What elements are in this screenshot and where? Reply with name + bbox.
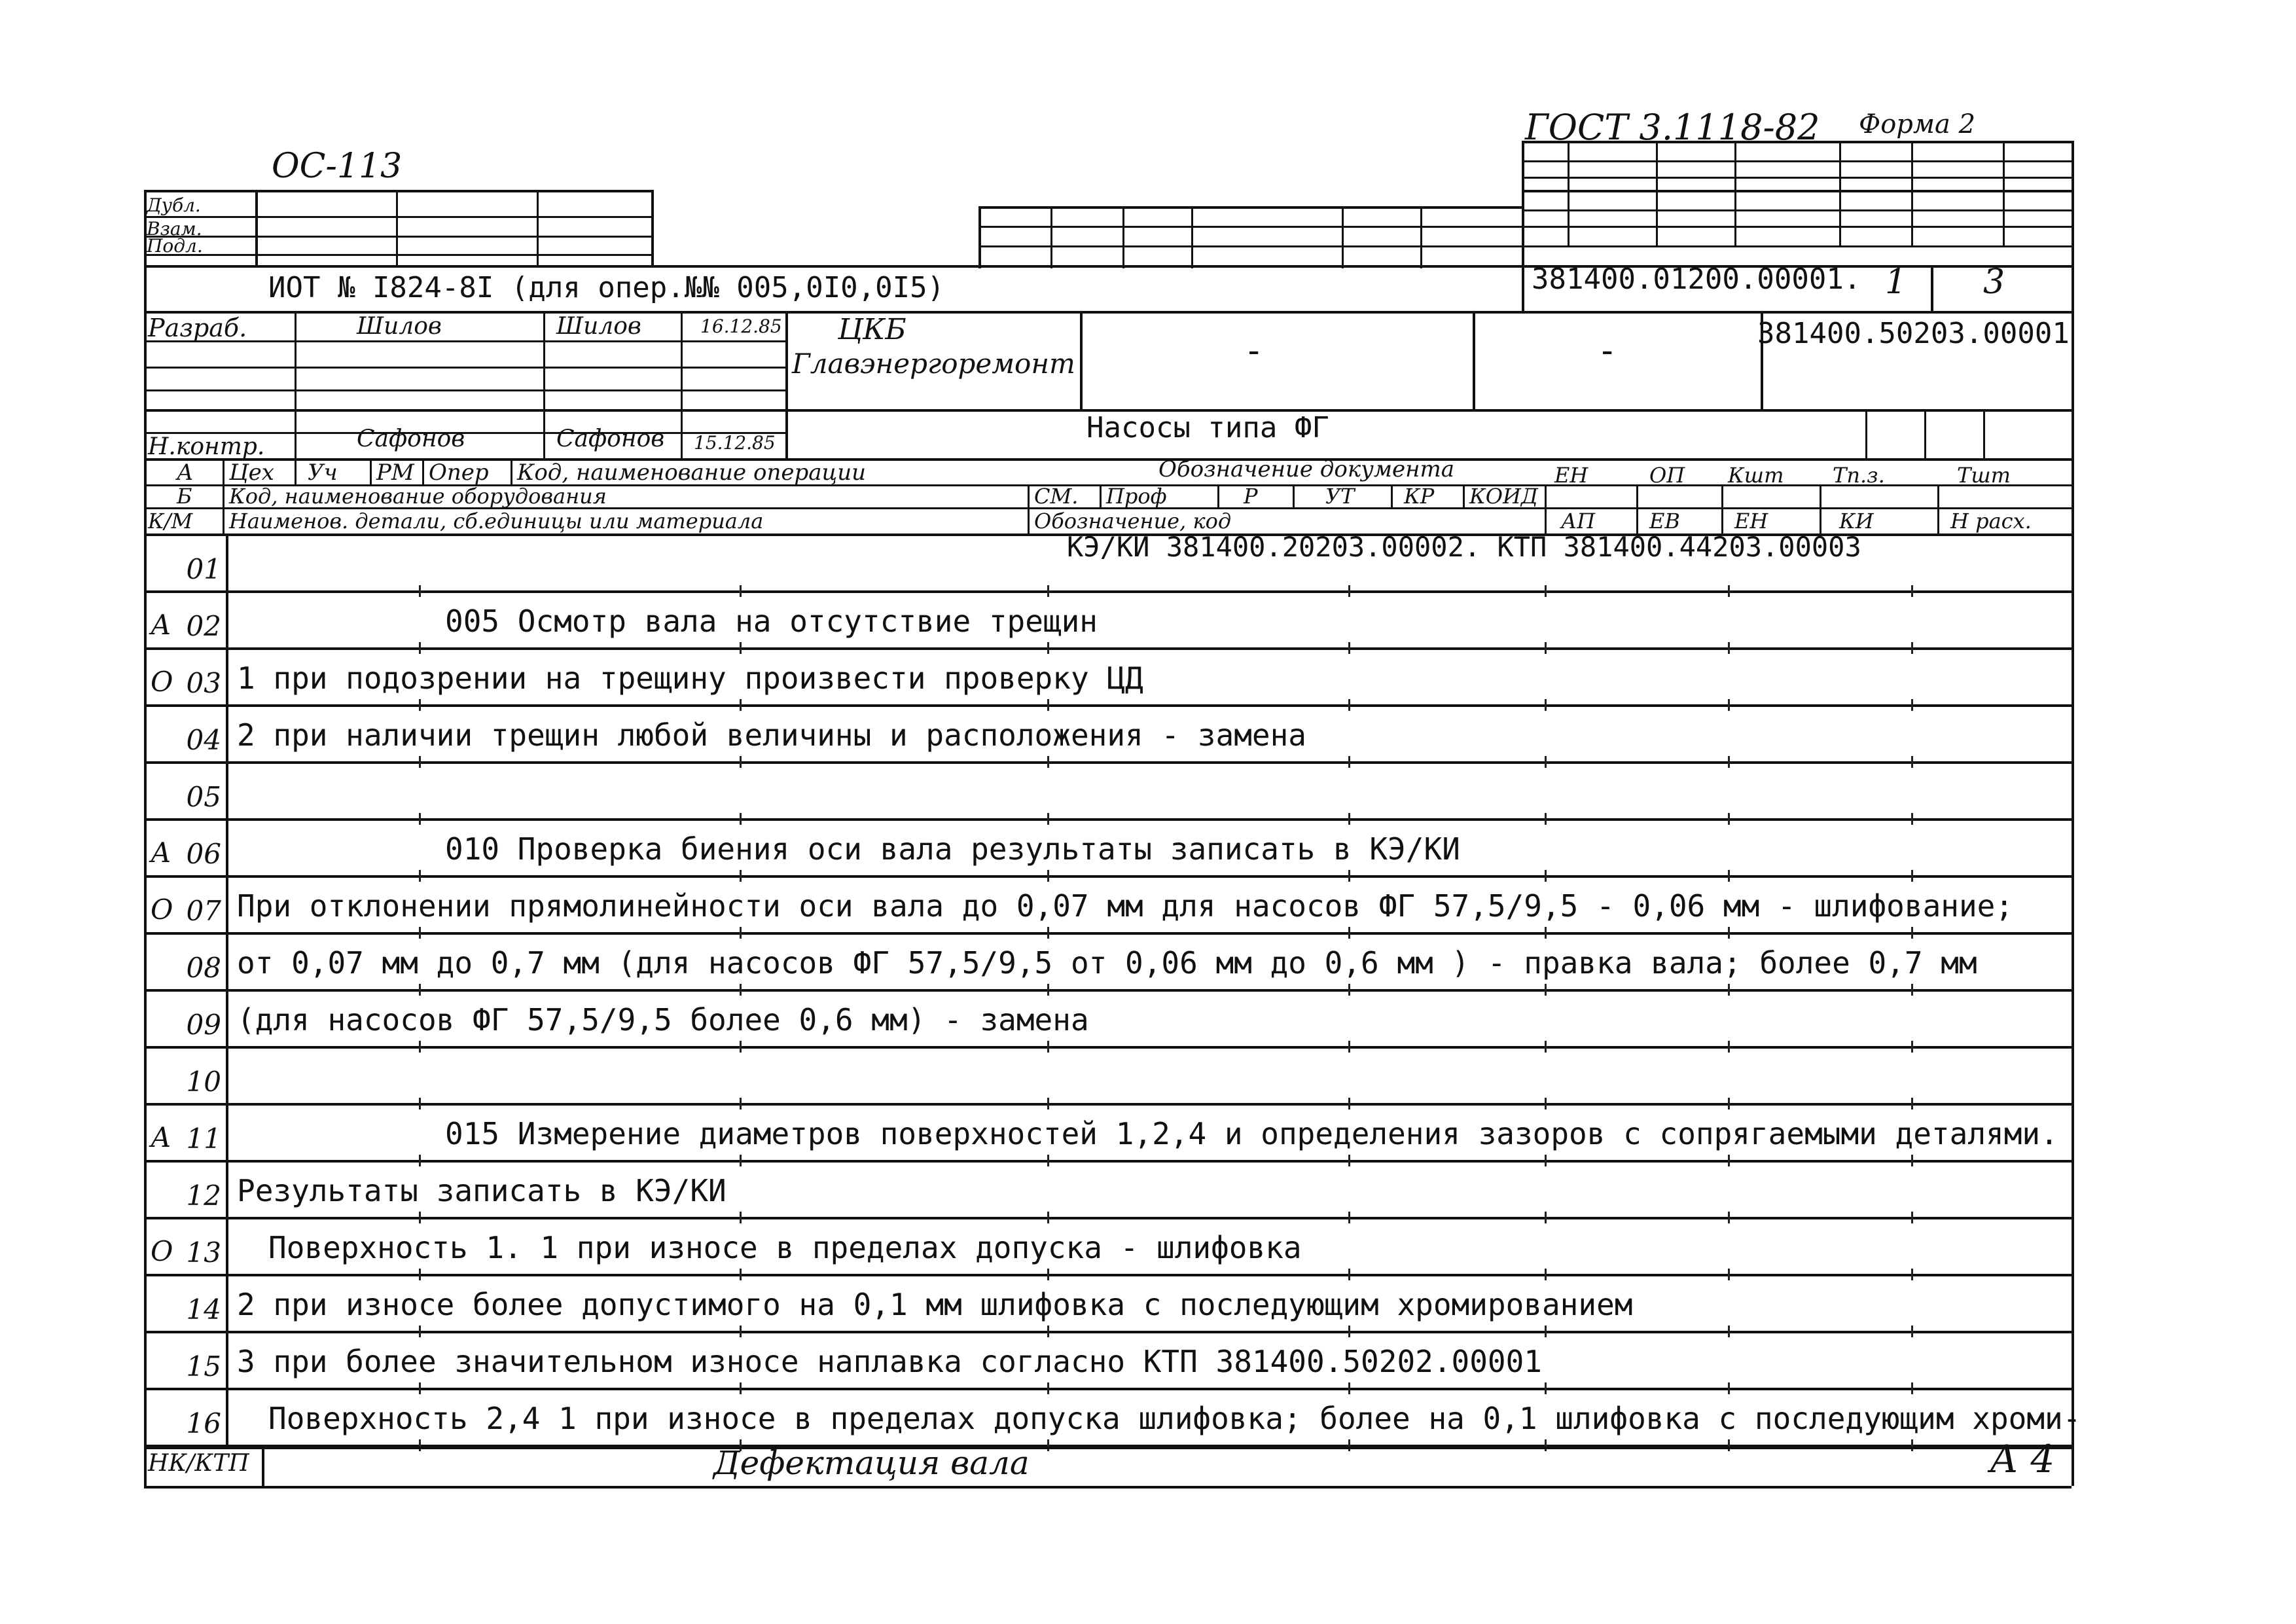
grid-line (1080, 311, 1083, 409)
grid-line (255, 190, 258, 265)
column-tick (740, 699, 742, 711)
grid-line (1342, 206, 1344, 268)
grid-line (1734, 141, 1736, 245)
row-prefix: О (151, 1235, 173, 1267)
grid-line (1522, 245, 2072, 247)
column-tick (1348, 1269, 1350, 1280)
column-tick (1728, 1098, 1730, 1110)
column-tick (1047, 756, 1049, 768)
hdr-designation-code: Обозначение, код (1034, 509, 1232, 533)
row-divider (144, 989, 2072, 992)
razrab-sign: Шилов (556, 313, 641, 340)
grid-line (2003, 141, 2005, 245)
grid-line (1293, 484, 1295, 507)
grid-line (1522, 141, 1524, 311)
column-tick (1047, 1326, 1049, 1337)
column-tick (1728, 1439, 1730, 1451)
hdr-km: К/М (148, 509, 193, 533)
grid-line (1122, 206, 1124, 268)
grid-line (1217, 484, 1219, 507)
column-tick (1911, 585, 1913, 597)
column-tick (1545, 1269, 1547, 1280)
grid-line (144, 1486, 2072, 1489)
row-divider (144, 1103, 2072, 1106)
row-number: 10 (186, 1066, 221, 1098)
column-tick (1545, 1382, 1547, 1394)
grid-line (1937, 484, 1939, 533)
row-divider (144, 932, 2072, 935)
column-tick (1545, 870, 1547, 882)
grid-line (1473, 311, 1475, 409)
column-tick (1047, 585, 1049, 597)
column-tick (1047, 1155, 1049, 1166)
column-tick (1348, 870, 1350, 882)
row-text: 2 при наличии трещин любой величины и расположения - замена (237, 717, 1306, 753)
hdr-nrash: Н расх. (1950, 509, 2032, 533)
row-divider (144, 590, 2072, 593)
row-text: Поверхность 2,4 1 при износе в пределах допуска шлифовка; более на 0,1 шлифовка с последующим хроми- (268, 1401, 2081, 1436)
column-tick (419, 984, 421, 996)
column-tick (1348, 756, 1350, 768)
column-tick (1728, 756, 1730, 768)
column-tick (740, 756, 742, 768)
row-number: 07 (186, 895, 221, 927)
column-tick (1911, 1098, 1913, 1110)
column-tick (1545, 813, 1547, 825)
column-tick (1545, 984, 1547, 996)
row-number: 02 (186, 610, 221, 642)
column-tick (1047, 870, 1049, 882)
column-tick (1728, 1041, 1730, 1053)
row-number: 06 (186, 838, 221, 870)
row-number: 05 (186, 781, 221, 813)
grid-line (295, 458, 296, 484)
column-tick (1047, 813, 1049, 825)
column-tick (1348, 585, 1350, 597)
column-tick (740, 870, 742, 882)
row-prefix: А (151, 609, 171, 641)
column-tick (1348, 699, 1350, 711)
column-tick (1545, 927, 1547, 939)
row-divider (144, 818, 2072, 821)
grid-line (1522, 177, 2072, 179)
column-tick (1545, 1326, 1547, 1337)
row-prefix: О (151, 893, 173, 926)
column-tick (1911, 1041, 1913, 1053)
hdr-tpz: Тп.з. (1833, 463, 1885, 488)
row-number: 13 (186, 1236, 221, 1269)
row-number: 04 (186, 724, 221, 756)
nkontr-name: Сафонов (357, 425, 465, 452)
row-text: При отклонении прямолинейности оси вала до 0,07 мм для насосов ФГ 57,5/9,5 - 0,06 мм - шлифование; (237, 888, 2014, 924)
nkontr-label: Н.контр. (148, 433, 265, 460)
grid-line (1100, 484, 1102, 507)
column-tick (1911, 1382, 1913, 1394)
grid-line (1911, 141, 1913, 245)
grid-line (262, 1447, 264, 1486)
dash-1: - (1244, 331, 1265, 370)
grid-line (1028, 484, 1030, 533)
grid-line (785, 311, 788, 458)
grid-line (1721, 484, 1723, 533)
hdr-equipment: Код, наименование оборудования (229, 484, 607, 509)
column-tick (1348, 1382, 1350, 1394)
column-tick (1728, 1212, 1730, 1223)
row-text: 005 Осмотр вала на отсутствие трещин (445, 604, 1098, 639)
row-divider (144, 1388, 2072, 1390)
hdr-en-2: ЕН (1734, 509, 1768, 533)
column-tick (419, 756, 421, 768)
column-tick (1348, 927, 1350, 939)
column-tick (1047, 699, 1049, 711)
hdr-sm: СМ. (1034, 484, 1079, 509)
standard-label: ГОСТ 3.1118-82 (1525, 107, 1820, 148)
hdr-oper: Опер (429, 460, 489, 486)
column-tick (1911, 870, 1913, 882)
row-number: 11 (186, 1123, 221, 1155)
hdr-a: А (177, 460, 194, 486)
column-tick (1348, 1155, 1350, 1166)
row-divider (144, 704, 2072, 707)
column-tick (1728, 585, 1730, 597)
column-tick (1047, 927, 1049, 939)
column-tick (1545, 1098, 1547, 1110)
row-text: 1 при подозрении на трещину произвести проверку ЦД (237, 660, 1143, 696)
row-divider (144, 1046, 2072, 1049)
column-tick (1348, 1326, 1350, 1337)
frame-left (144, 190, 147, 1486)
nkontr-sign: Сафонов (556, 425, 665, 452)
column-tick (1348, 984, 1350, 996)
grid-line (1050, 206, 1052, 268)
column-tick (1348, 1212, 1350, 1223)
row-number: 01 (186, 553, 221, 585)
frame-right (2072, 141, 2074, 1486)
column-tick (419, 1098, 421, 1110)
column-tick (419, 585, 421, 597)
grid-line (1522, 160, 2072, 162)
column-tick (1911, 642, 1913, 654)
hdr-tsht: Тшт (1957, 463, 2011, 488)
column-tick (1545, 1212, 1547, 1223)
sheet-left: 1 (1885, 262, 1907, 302)
row-text: 3 при более значительном износе наплавка согласно КТП 381400.50202.00001 (237, 1344, 1542, 1379)
column-tick (1047, 1439, 1049, 1451)
header-doc: ИОТ № I824-8I (для опер.№№ 005,0I0,0I5) (268, 271, 945, 304)
grid-line (144, 389, 785, 391)
row-divider (144, 1274, 2072, 1276)
column-tick (1911, 756, 1913, 768)
grid-line (144, 367, 785, 369)
hdr-en: ЕН (1554, 463, 1588, 488)
grid-line (978, 206, 1522, 209)
column-tick (1911, 699, 1913, 711)
grid-line (1656, 141, 1658, 245)
footer-sheet: А 4 (1990, 1437, 2055, 1481)
column-tick (1047, 1098, 1049, 1110)
hdr-tseh: Цех (229, 460, 274, 486)
column-tick (1911, 1326, 1913, 1337)
column-tick (1545, 1041, 1547, 1053)
row-text: (для насосов ФГ 57,5/9,5 более 0,6 мм) - замена (237, 1002, 1089, 1038)
column-tick (419, 642, 421, 654)
dash-2: - (1597, 331, 1618, 370)
column-tick (740, 1382, 742, 1394)
razrab-label: Разраб. (148, 314, 247, 342)
corner-note: ОС-113 (272, 147, 403, 186)
hdr-ap: АП (1561, 509, 1596, 533)
column-tick (740, 1212, 742, 1223)
column-tick (740, 984, 742, 996)
column-tick (1728, 813, 1730, 825)
column-tick (1545, 699, 1547, 711)
razrab-name: Шилов (357, 313, 442, 340)
row-text: от 0,07 мм до 0,7 мм (для насосов ФГ 57,5/9,5 от 0,06 мм до 0,6 мм ) - правка вала; более 0,7 мм (237, 945, 1977, 981)
hdr-ev: ЕВ (1649, 509, 1680, 533)
column-tick (1348, 1439, 1350, 1451)
label-vzam: Взам. (147, 218, 202, 240)
grid-line (1522, 209, 2072, 211)
row-divider (144, 1160, 2072, 1163)
product-name: Насосы типа ФГ (1086, 411, 1329, 444)
column-tick (1728, 927, 1730, 939)
grid-line (681, 311, 683, 458)
column-tick (419, 1439, 421, 1451)
grid-line (295, 311, 296, 458)
grid-line (537, 190, 539, 265)
row-number: 16 (186, 1407, 221, 1439)
row-number: 03 (186, 667, 221, 699)
grid-line (1420, 206, 1422, 268)
column-tick (1911, 813, 1913, 825)
grid-line (651, 190, 654, 265)
hdr-ut: УТ (1325, 484, 1355, 509)
grid-line (1568, 141, 1570, 245)
row-text: Поверхность 1. 1 при износе в пределах допуска - шлифовка (268, 1230, 1302, 1265)
column-tick (1047, 1269, 1049, 1280)
column-tick (1728, 699, 1730, 711)
hdr-part-name: Наименов. детали, сб.единицы или материала (229, 509, 764, 533)
column-tick (1728, 1382, 1730, 1394)
hdr-koid: КОИД (1469, 484, 1538, 509)
doc-code-1: 381400.01200.00001. (1532, 262, 1861, 296)
column-tick (419, 1269, 421, 1280)
column-tick (1545, 1155, 1547, 1166)
grid-line (1931, 265, 1933, 311)
grid-line (422, 458, 424, 484)
row-text: 2 при износе более допустимого на 0,1 мм шлифовка с последующим хромированием (237, 1287, 1633, 1322)
column-tick (1728, 870, 1730, 882)
grid-line (511, 458, 512, 484)
column-tick (1911, 1269, 1913, 1280)
hdr-ksht: Кшт (1728, 463, 1784, 488)
column-tick (1348, 813, 1350, 825)
column-tick (1911, 984, 1913, 996)
column-tick (1047, 642, 1049, 654)
column-tick (1348, 642, 1350, 654)
grid-line (543, 311, 545, 458)
column-tick (1545, 585, 1547, 597)
row-prefix: О (151, 666, 173, 698)
grid-line (1522, 226, 2072, 228)
column-tick (1911, 1212, 1913, 1223)
row-number: 12 (186, 1180, 221, 1212)
row-text: 015 Измерение диаметров поверхностей 1,2,4 и определения зазоров с сопрягаемыми деталями. (445, 1116, 2058, 1151)
column-tick (1911, 1439, 1913, 1451)
footer-title: Дефектация вала (713, 1444, 1030, 1482)
column-tick (1728, 642, 1730, 654)
grid-line (978, 245, 1522, 247)
org-line-1: ЦКБ (838, 313, 906, 346)
grid-line (1391, 484, 1393, 507)
row-number: 08 (186, 952, 221, 984)
org-line-2: Главэнергоремонт (792, 348, 1075, 380)
grid-line (1820, 484, 1821, 533)
doc-code-2: 381400.50203.00001 (1757, 317, 2070, 350)
column-tick (419, 927, 421, 939)
grid-line (1545, 484, 1547, 533)
column-tick (419, 1155, 421, 1166)
column-tick (740, 1098, 742, 1110)
grid-line (1191, 206, 1193, 268)
grid-line (1839, 141, 1841, 245)
hdr-rm: РМ (376, 460, 414, 486)
row-prefix: А (151, 837, 171, 869)
hdr-ki: КИ (1839, 509, 1874, 533)
column-tick (1047, 984, 1049, 996)
hdr-prof: Проф (1106, 484, 1167, 509)
grid-line (1983, 409, 1985, 458)
grid-line (1924, 409, 1926, 458)
nkontr-date: 15.12.85 (694, 432, 776, 454)
column-tick (419, 813, 421, 825)
label-dubl: Дубл. (147, 194, 201, 216)
column-tick (1047, 1382, 1049, 1394)
hdr-op-name: Код, наименование операции (517, 460, 867, 486)
hdr-r: Р (1244, 484, 1258, 509)
row-text: Результаты записать в КЭ/КИ (237, 1173, 726, 1208)
column-tick (419, 1326, 421, 1337)
row-number: 15 (186, 1350, 221, 1382)
hdr-doc-designation: Обозначение документа (1158, 456, 1455, 482)
row-divider (144, 647, 2072, 650)
hdr-uch: Уч (308, 460, 338, 486)
sheet-right: 3 (1983, 262, 2005, 302)
column-tick (1728, 1326, 1730, 1337)
row-prefix: А (151, 1121, 171, 1153)
column-tick (740, 1155, 742, 1166)
column-tick (740, 585, 742, 597)
row-divider (144, 761, 2072, 764)
grid-line (1636, 484, 1638, 533)
column-tick (1728, 1269, 1730, 1280)
column-tick (1348, 1041, 1350, 1053)
column-tick (1545, 756, 1547, 768)
column-tick (419, 1041, 421, 1053)
km-reference: КЭ/КИ 381400.20203.00002. КТП 381400.44203.00003 (1067, 531, 1861, 563)
row-number: 14 (186, 1293, 221, 1326)
grid-line (1865, 409, 1867, 458)
column-tick (419, 870, 421, 882)
column-tick (1728, 1155, 1730, 1166)
column-tick (740, 927, 742, 939)
row-divider (144, 875, 2072, 878)
grid-line (978, 226, 1522, 228)
row-text: 010 Проверка биения оси вала результаты записать в КЭ/КИ (445, 831, 1460, 867)
column-tick (419, 1212, 421, 1223)
row-divider (144, 1331, 2072, 1333)
column-tick (419, 1382, 421, 1394)
form-label: Форма 2 (1859, 109, 1976, 139)
column-tick (740, 642, 742, 654)
grid-line (978, 206, 981, 268)
column-tick (1047, 1041, 1049, 1053)
grid-line (370, 458, 372, 484)
grid-line (396, 190, 398, 265)
column-tick (419, 699, 421, 711)
column-tick (740, 1269, 742, 1280)
row-number: 09 (186, 1009, 221, 1041)
hdr-op: ОП (1649, 463, 1685, 488)
column-tick (1348, 1098, 1350, 1110)
row-divider (144, 1217, 2072, 1219)
column-tick (1047, 1212, 1049, 1223)
grid-line (1463, 484, 1465, 507)
footer-label: НК/КТП (148, 1450, 249, 1477)
column-tick (1545, 1439, 1547, 1451)
razrab-date: 16.12.85 (700, 316, 782, 337)
column-tick (740, 813, 742, 825)
column-tick (1728, 984, 1730, 996)
column-tick (1545, 642, 1547, 654)
column-tick (1911, 1155, 1913, 1166)
hdr-kr: КР (1404, 484, 1435, 509)
column-tick (740, 1326, 742, 1337)
column-tick (740, 1041, 742, 1053)
hdr-b: Б (177, 484, 192, 509)
label-podl: Подл. (147, 235, 203, 257)
grid-line (223, 458, 224, 533)
grid-line (1522, 141, 2072, 143)
column-tick (1911, 927, 1913, 939)
grid-line (1522, 190, 2072, 192)
grid-line (144, 1447, 2072, 1449)
